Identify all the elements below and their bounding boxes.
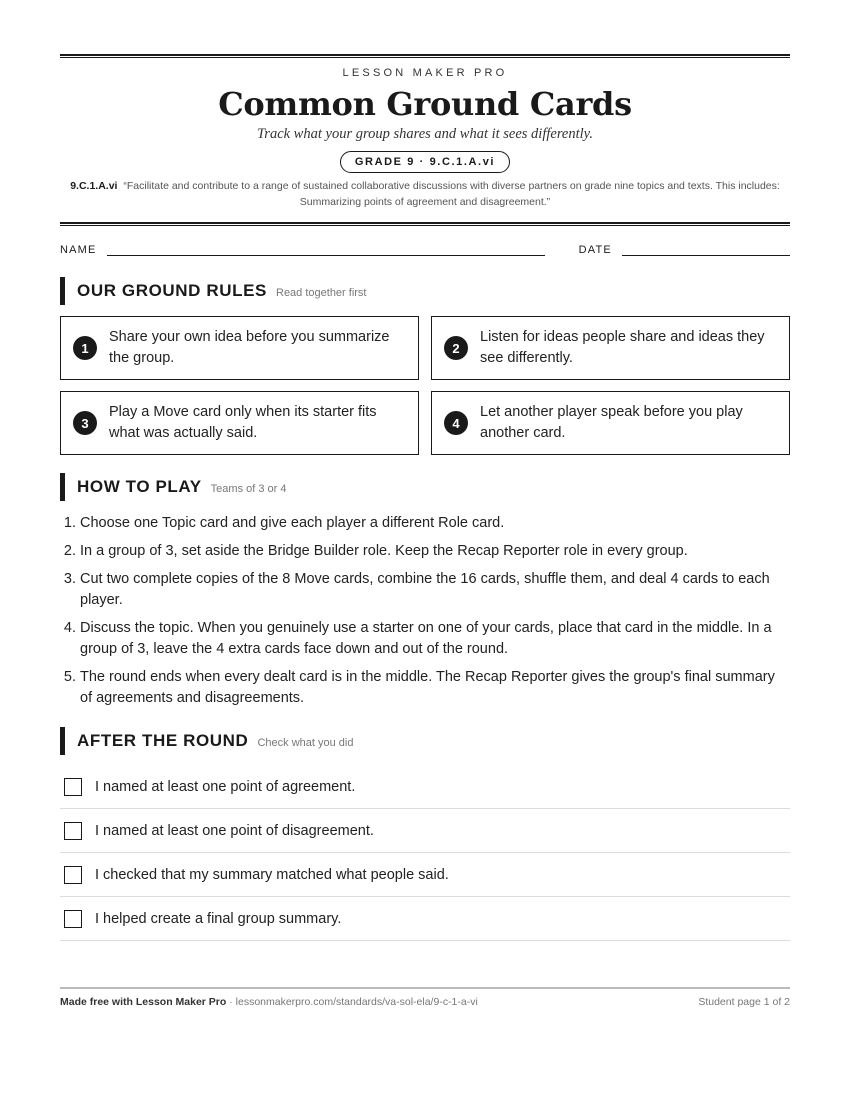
ground-rules-heading: OUR GROUND RULES bbox=[77, 281, 267, 300]
standard-text: “Facilitate and contribute to a range of sustained collaborative discussions with diverse partners on grade nine topics and texts. This includes: Summarizing points of agreement and disagreement.” bbox=[123, 180, 780, 208]
standard-code: 9.C.1.A.vi bbox=[70, 180, 118, 192]
after-round-note: Check what you did bbox=[257, 736, 354, 749]
step-item: 5. The round ends when every dealt card is in the middle. The Recap Reporter gives the group's final summary of agreements and disagreements. bbox=[63, 669, 775, 706]
after-round-header bbox=[60, 727, 790, 755]
checkbox[interactable] bbox=[64, 822, 82, 840]
name-label: NAME bbox=[60, 244, 97, 256]
page-subtitle: Track what your group shares and what it sees differently. bbox=[257, 126, 593, 142]
checklist-item bbox=[60, 765, 790, 809]
name-date-row bbox=[60, 244, 790, 256]
ground-rules-header bbox=[60, 277, 790, 305]
date-label: DATE bbox=[578, 244, 612, 256]
rule-number-badge: 4 bbox=[444, 411, 468, 435]
step-item: 1. Choose one Topic card and give each player a different Role card. bbox=[63, 515, 505, 531]
page-footer bbox=[60, 987, 790, 1008]
checklist-item bbox=[60, 853, 790, 897]
ground-rule-card bbox=[60, 391, 419, 455]
rule-text: Let another player speak before you play another card. bbox=[480, 404, 743, 441]
rule-text: Play a Move card only when its starter fits what was actually said. bbox=[109, 404, 377, 441]
ground-rules-grid bbox=[60, 316, 790, 455]
top-divider bbox=[60, 54, 790, 58]
rule-number-badge: 1 bbox=[73, 336, 97, 360]
rule-number-badge: 2 bbox=[444, 336, 468, 360]
checklist-item bbox=[60, 809, 790, 853]
ground-rule-card bbox=[60, 316, 419, 380]
step-item: 3. Cut two complete copies of the 8 Move cards, combine the 16 cards, shuffle them, and deal 4 cards to each player. bbox=[63, 571, 770, 608]
checklist-text: I named at least one point of agreement. bbox=[95, 778, 356, 795]
checklist-text: I checked that my summary matched what people said. bbox=[95, 866, 449, 883]
name-field[interactable] bbox=[107, 244, 545, 256]
checkbox[interactable] bbox=[64, 866, 82, 884]
how-to-play-heading: HOW TO PLAY bbox=[77, 477, 202, 496]
date-field[interactable] bbox=[622, 244, 790, 256]
page-title: Common Ground Cards bbox=[218, 85, 632, 123]
page-number: Student page 1 of 2 bbox=[698, 996, 790, 1008]
checklist-text: I helped create a final group summary. bbox=[95, 910, 342, 927]
after-round-checklist bbox=[60, 765, 790, 941]
footer-made-with: Made free with Lesson Maker Pro bbox=[60, 996, 227, 1008]
how-to-play-note: Teams of 3 or 4 bbox=[210, 482, 287, 495]
step-item: 4. Discuss the topic. When you genuinely use a starter on one of your cards, place that card in the middle. In a group of 3, leave the 4 extra cards face down and out of the round. bbox=[63, 620, 772, 657]
footer-url: · lessonmakerpro.com/standards/va-sol-ela/9-c-1-a-vi bbox=[226, 996, 478, 1008]
rule-number-badge: 3 bbox=[73, 411, 97, 435]
brand-name: LESSON MAKER PRO bbox=[342, 67, 508, 79]
standard-description bbox=[60, 178, 790, 210]
checklist-text: I named at least one point of disagreement. bbox=[95, 822, 374, 839]
ground-rule-card bbox=[431, 391, 790, 455]
ground-rules-note: Read together first bbox=[276, 286, 367, 299]
after-round-heading: AFTER THE ROUND bbox=[77, 731, 249, 750]
step-item: 2. In a group of 3, set aside the Bridge Builder role. Keep the Recap Reporter role in every group. bbox=[63, 543, 688, 559]
rule-text: Listen for ideas people share and ideas they see differently. bbox=[480, 329, 765, 366]
grade-badge: GRADE 9 · 9.C.1.A.vi bbox=[340, 151, 510, 173]
how-to-play-steps bbox=[60, 513, 790, 709]
ground-rule-card bbox=[431, 316, 790, 380]
checkbox[interactable] bbox=[64, 778, 82, 796]
footer-credit bbox=[60, 996, 478, 1008]
checkbox[interactable] bbox=[64, 910, 82, 928]
how-to-play-header bbox=[60, 473, 790, 501]
rule-text: Share your own idea before you summarize the group. bbox=[109, 329, 390, 366]
header-bottom-divider bbox=[60, 222, 790, 226]
checklist-item bbox=[60, 897, 790, 941]
worksheet-page bbox=[60, 54, 790, 941]
